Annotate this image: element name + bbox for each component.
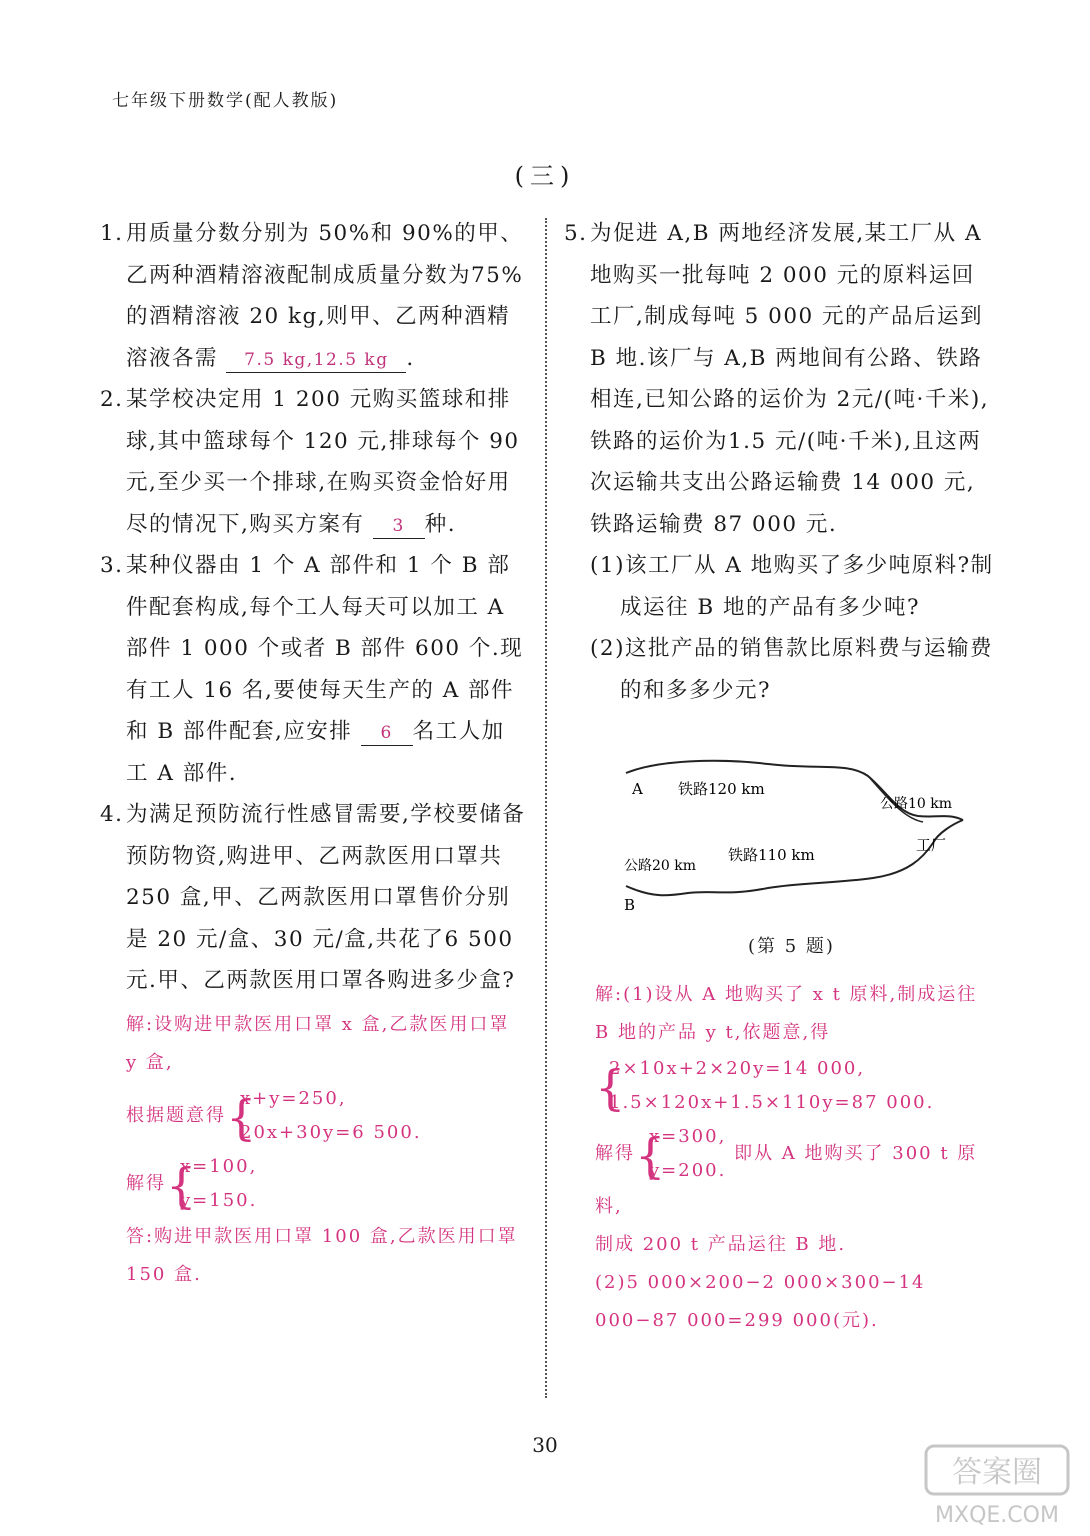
column-divider xyxy=(545,218,547,1398)
answer-blank: 7.5 kg,12.5 kg xyxy=(226,348,406,373)
equation: y=150. xyxy=(180,1189,258,1211)
equation: x=300, xyxy=(649,1126,727,1147)
question-tail: . xyxy=(406,345,415,371)
svg-text:答案圈: 答案圈 xyxy=(952,1455,1042,1490)
label-b: B xyxy=(624,896,636,914)
answer-blank: 3 xyxy=(373,514,425,539)
question-1 xyxy=(100,213,526,379)
equation-system xyxy=(595,1052,934,1120)
solution-result xyxy=(126,1150,526,1218)
equation-system xyxy=(635,1120,726,1188)
question-2 xyxy=(100,379,526,545)
label-rail-a: 铁路120 km xyxy=(678,780,765,798)
solution-system xyxy=(595,1052,990,1120)
question-text: 某种仪器由 1 个 A 部件和 1 个 B 部件配套构成,每个工人每天可以加工 A 部件 1 000 个或者 B 部件 600 个.现有工人 16 名,要使每天生产的 A 部件和 B 部件配套,应安排 xyxy=(126,553,524,744)
solution-label: 解得 xyxy=(126,1172,166,1194)
watermark-logo xyxy=(922,1440,1072,1530)
solution-system xyxy=(126,1082,526,1150)
book-header: 七年级下册数学(配人教版) xyxy=(112,91,339,111)
brace-icon: { xyxy=(166,1157,199,1214)
question-number: 5. xyxy=(564,221,588,246)
question-number: 3. xyxy=(100,553,124,578)
solution-part-2: (2)5 000×200−2 000×300−14 000−87 000=299 000(元). xyxy=(595,1272,926,1331)
label-factory: 工厂 xyxy=(916,836,947,854)
solution-conclusion: 即从 A 地购买了 300 t 原料, xyxy=(595,1143,978,1217)
answer-blank: 6 xyxy=(361,721,413,746)
svg-text:MXQE.COM: MXQE.COM xyxy=(935,1503,1059,1528)
solution-answer: 答:购进甲款医用口罩 100 盒,乙款医用口罩 150 盒. xyxy=(126,1225,518,1285)
equation: 1.5×120x+1.5×110y=87 000. xyxy=(609,1092,935,1113)
label-road-b: 公路20 km xyxy=(624,858,697,874)
label-road-a: 公路10 km xyxy=(880,796,953,812)
section-title: (三) xyxy=(514,162,576,190)
solution-intro: 解:(1)设从 A 地购买了 x t 原料,制成运往B 地的产品 y t,依题意,得 xyxy=(595,984,978,1043)
equation: y=200. xyxy=(649,1160,727,1181)
question-text: 为促进 A,B 两地经济发展,某工厂从 A 地购买一批每吨 2 000 元的原料运回工厂,制成每吨 5 000 元的产品后运到 B 地.该厂与 A,B 两地间有公路、铁路相连,已知公路的运价为 2元/(吨·千米),铁路的运价为1.5 元/(吨·千米),且这两次运输共支出公路运输费 14 000 元,铁路运输费 87 000 元. xyxy=(590,221,990,537)
solution-5 xyxy=(595,976,990,1340)
question-3 xyxy=(100,545,526,794)
equation: x=100, xyxy=(180,1155,258,1177)
solution-label: 根据题意得 xyxy=(126,1104,226,1126)
right-column xyxy=(564,213,995,711)
solution-intro: 解:设购进甲款医用口罩 x 盒,乙款医用口罩 y 盒, xyxy=(126,1013,510,1073)
question-text: 为满足预防流行性感冒需要,学校要储备预防物资,购进甲、乙两款医用口罩共 250 盒,甲、乙两款医用口罩售价分别是 20 元/盒、30 元/盒,共花了6 500 元.甲、乙两款医用口罩各购进多少盒? xyxy=(126,802,526,993)
question-5-part-2: (2)这批产品的销售款比原料费与运输费的和多多少元? xyxy=(590,636,993,703)
question-4 xyxy=(100,794,526,1002)
question-tail: 名工人加工 A 部件. xyxy=(126,719,505,786)
question-tail: 种. xyxy=(424,511,457,537)
equation-system xyxy=(166,1150,257,1218)
question-text: 某学校决定用 1 200 元购买篮球和排球,其中篮球每个 120 元,排球每个 90元,至少买一个排球,在购买资金恰好用尽的情况下,购买方案有 xyxy=(126,387,520,537)
equation: x+y=250, xyxy=(240,1087,347,1109)
solution-result xyxy=(595,1120,990,1226)
solution-4 xyxy=(126,1006,526,1294)
brace-icon: { xyxy=(226,1089,259,1146)
equation: 2×10x+2×20y=14 000, xyxy=(609,1058,866,1079)
label-a: A xyxy=(632,780,643,798)
equation: 20x+30y=6 500. xyxy=(240,1121,422,1143)
question-5 xyxy=(564,213,995,545)
solution-label: 解得 xyxy=(595,1143,635,1164)
equation-system xyxy=(226,1082,422,1150)
question-number: 1. xyxy=(100,221,124,246)
brace-icon: { xyxy=(635,1128,668,1184)
question-text: 用质量分数分别为 50%和 90%的甲、乙两种酒精溶液配制成质量分数为75%的酒精溶液 20 kg,则甲、乙两种酒精溶液各需 xyxy=(126,221,524,371)
question-number: 4. xyxy=(100,802,124,827)
question-number: 2. xyxy=(100,387,124,412)
brace-icon: { xyxy=(595,1060,628,1116)
page-number: 30 xyxy=(532,1433,558,1457)
route-map-figure xyxy=(618,758,978,928)
left-column xyxy=(100,213,526,1294)
question-5-part-1: (1)该工厂从 A 地购买了多少吨原料?制成运往 B 地的产品有多少吨? xyxy=(590,553,994,620)
solution-conclusion-2: 制成 200 t 产品运往 B 地. xyxy=(595,1234,847,1255)
label-rail-b: 铁路110 km xyxy=(728,846,815,864)
figure-caption: (第 5 题) xyxy=(748,936,835,957)
